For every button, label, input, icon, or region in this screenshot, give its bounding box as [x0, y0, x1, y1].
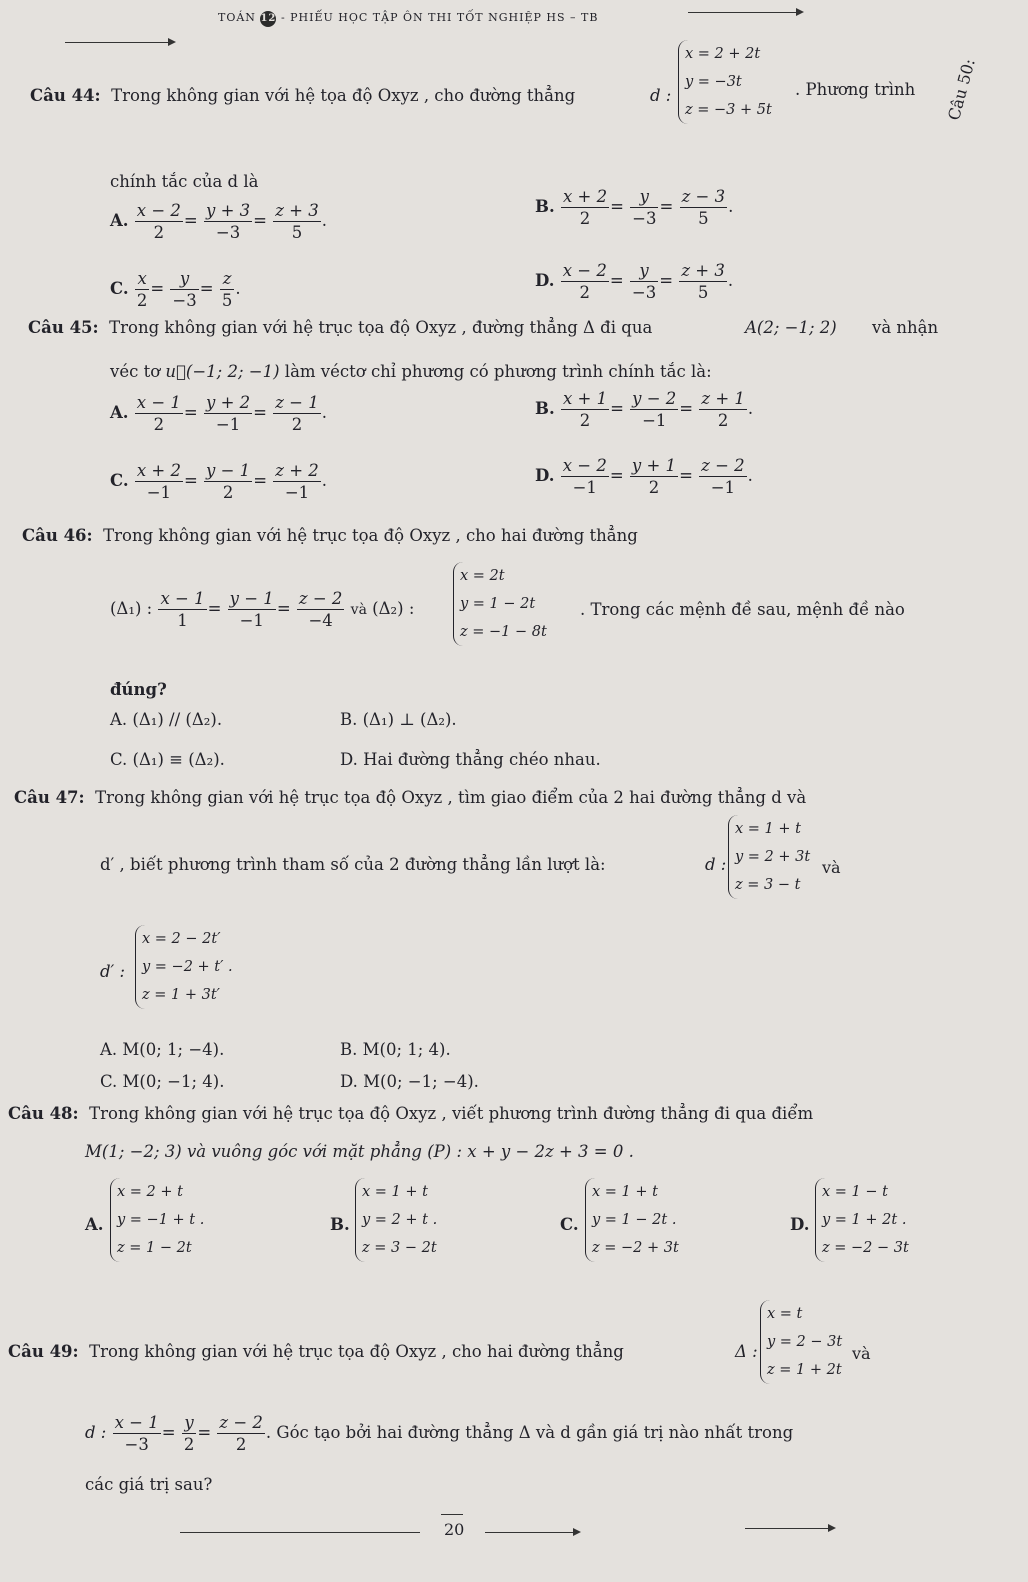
- q48-option-a: x = 2 + t y = −1 + t . z = 1 − 2t: [110, 1178, 204, 1262]
- q45-option-a: A. $\frac{x - 1}{2}$ = $\frac{y + 2}{-1}$ = $\frac{z - 1}{2}$ .: [110, 393, 327, 434]
- q45-option-b: B. $\frac{x + 1}{2}$ = $\frac{y - 2}{-1}$ = $\frac{z + 1}{2}$ .: [535, 389, 754, 430]
- q46-line3: đúng?: [110, 680, 167, 699]
- q46-tail: . Trong các mệnh đề sau, mệnh đề nào: [580, 600, 905, 619]
- q48-line2: M(1; −2; 3) và vuông góc với mặt phẳng (P) : x + y − 2z + 3 = 0 .: [85, 1142, 634, 1161]
- q47-and: và: [822, 858, 841, 877]
- q46-delta1: (Δ₁) : $\frac{x - 1}{1}$ = $\frac{y - 1}{-1}$ = $\frac{z - 2}{-4}$ và (Δ₂) :: [110, 589, 415, 630]
- q48-option-d-key: D.: [790, 1215, 810, 1234]
- q47-system-dp: x = 2 − 2t′ y = −2 + t′ . z = 1 + 3t′: [135, 925, 233, 1009]
- q48-option-d: x = 1 − t y = 1 + 2t . z = −2 − 3t: [815, 1178, 909, 1262]
- header-title: TOÁN 12 - PHIẾU HỌC TẬP ÔN THI TỐT NGHIỆP HS – TB: [218, 11, 598, 27]
- page-number: 20: [444, 1520, 465, 1539]
- q47-system-d: x = 1 + t y = 2 + 3t z = 3 − t: [728, 815, 810, 899]
- q49-system: x = t y = 2 − 3t z = 1 + 2t: [760, 1300, 842, 1384]
- q46-line1: Câu 46: Trong không gian với hệ trục tọa độ Oxyz , cho hai đường thẳng: [22, 526, 638, 545]
- q45-point: A(2; −1; 2): [745, 318, 837, 337]
- q44-option-b: B. $\frac{x + 2}{2}$ = $\frac{y}{-3}$ = $\frac{z - 3}{5}$ .: [535, 187, 734, 228]
- q47-option-c: C. M(0; −1; 4).: [100, 1072, 225, 1091]
- q45-option-d: D. $\frac{x - 2}{-1}$ = $\frac{y + 1}{2}$ = $\frac{z - 2}{-1}$ .: [535, 456, 753, 497]
- q44-option-d: D. $\frac{x - 2}{2}$ = $\frac{y}{-3}$ = $\frac{z + 3}{5}$ .: [535, 261, 734, 302]
- q44-system: x = 2 + 2t y = −3t z = −3 + 5t: [678, 40, 772, 124]
- q49-line2: d : $\frac{x - 1}{-3}$ = $\frac{y}{2}$ = $\frac{z - 2}{2}$ . Góc tạo bởi hai đường thẳng Δ và d gần giá trị nào nhất trong: [85, 1413, 794, 1454]
- q48-option-c-key: C.: [560, 1215, 579, 1234]
- q47-dp-label: d′ :: [100, 962, 126, 981]
- q49-and: và: [852, 1344, 871, 1363]
- q49-delta-label: Δ :: [735, 1342, 758, 1361]
- q44-option-c: C. $\frac{x}{2}$ = $\frac{y}{-3}$ = $\frac{z}{5}$ .: [110, 269, 241, 310]
- q49-line3: các giá trị sau?: [85, 1475, 213, 1494]
- q48-option-b: x = 1 + t y = 2 + t . z = 3 − 2t: [355, 1178, 437, 1262]
- q45-line1: Câu 45: Trong không gian với hệ trục tọa độ Oxyz , đường thẳng Δ đi qua: [28, 318, 653, 337]
- q48-option-a-key: A.: [85, 1215, 104, 1234]
- q44-option-a: A. $\frac{x - 2}{2}$ = $\frac{y + 3}{-3}$ = $\frac{z + 3}{5}$ .: [110, 201, 327, 242]
- q47-line2: d′ , biết phương trình tham số của 2 đường thẳng lần lượt là:: [100, 855, 606, 874]
- q44-tail: . Phương trình: [795, 80, 916, 99]
- q44-line2: chính tắc của d là: [110, 172, 259, 191]
- q49-line1: Câu 49: Trong không gian với hệ trục tọa độ Oxyz , cho hai đường thẳng: [8, 1342, 624, 1361]
- q45-line2: véc tơ u⃗(−1; 2; −1) làm véctơ chỉ phương có phương trình chính tắc là:: [110, 362, 712, 381]
- header-number-badge: 12: [260, 11, 276, 27]
- q47-option-a: A. M(0; 1; −4).: [100, 1040, 225, 1059]
- q46-option-b: B. (Δ₁) ⊥ (Δ₂).: [340, 710, 457, 729]
- q47-d-label: d :: [705, 855, 727, 874]
- q48-option-b-key: B.: [330, 1215, 350, 1234]
- q46-option-d: D. Hai đường thẳng chéo nhau.: [340, 750, 601, 769]
- q46-option-a: A. (Δ₁) // (Δ₂).: [110, 710, 223, 729]
- q45-option-c: C. $\frac{x + 2}{-1}$ = $\frac{y - 1}{2}$ = $\frac{z + 2}{-1}$ .: [110, 461, 328, 502]
- q47-option-b: B. M(0; 1; 4).: [340, 1040, 451, 1059]
- q48-option-c: x = 1 + t y = 1 − 2t . z = −2 + 3t: [585, 1178, 679, 1262]
- q48-line1: Câu 48: Trong không gian với hệ trục tọa độ Oxyz , viết phương trình đường thẳng đi qua điểm: [8, 1104, 814, 1123]
- q44-d-label: d :: [650, 86, 672, 105]
- q46-option-c: C. (Δ₁) ≡ (Δ₂).: [110, 750, 225, 769]
- side-label: Câu 50:: [944, 56, 979, 123]
- q47-line1: Câu 47: Trong không gian với hệ trục tọa độ Oxyz , tìm giao điểm của 2 hai đường thẳng d và: [14, 788, 807, 807]
- q47-option-d: D. M(0; −1; −4).: [340, 1072, 479, 1091]
- q44-line1: Câu 44: Trong không gian với hệ tọa độ Oxyz , cho đường thẳng: [30, 86, 576, 105]
- q46-system: x = 2t y = 1 − 2t z = −1 − 8t: [453, 562, 547, 646]
- q45-tail: và nhận: [872, 318, 939, 337]
